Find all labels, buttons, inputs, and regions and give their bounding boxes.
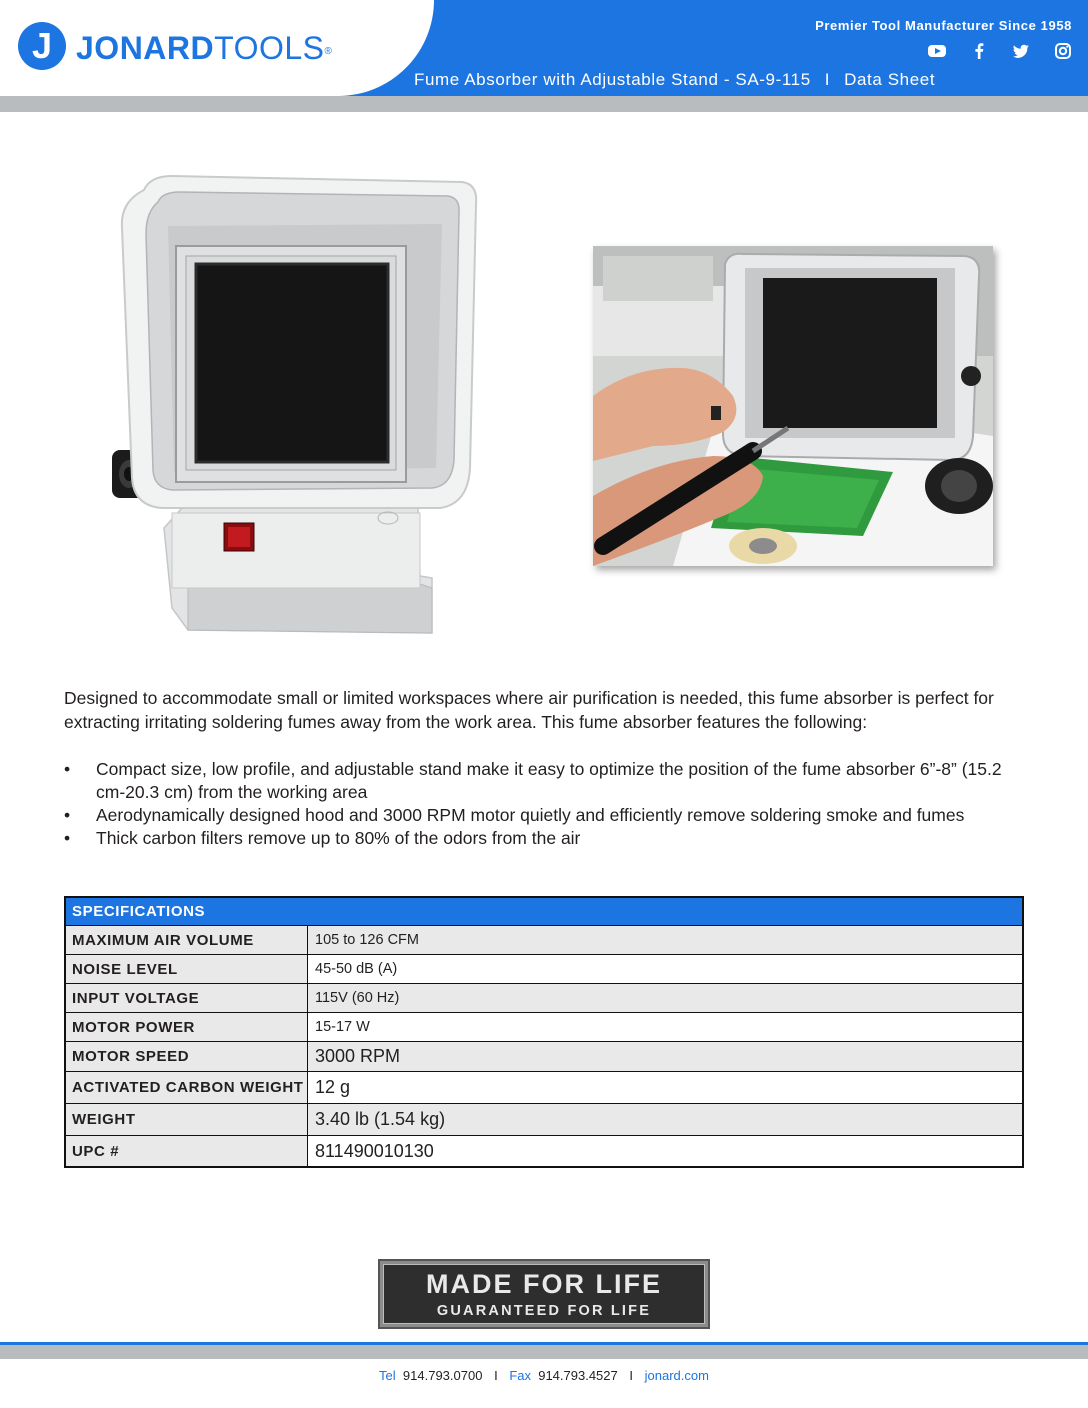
spec-label: INPUT VOLTAGE [66,984,308,1012]
specifications-heading: SPECIFICATIONS [66,898,1022,926]
product-description: Designed to accommodate small or limited workspaces where air purification is needed, this fume absorber is perfect for extracting irritating soldering fumes away from the work area. This fume absorber features the following: [64,688,994,732]
logo-registered-mark: ® [324,46,333,57]
spec-value: 3000 RPM [308,1042,1022,1071]
product-title: Fume Absorber with Adjustable Stand - SA-9-115 [414,70,811,89]
badge-plate [383,1264,705,1324]
spec-value: 115V (60 Hz) [308,984,1022,1012]
footer-separator: I [629,1368,633,1383]
table-row [66,1103,1022,1135]
spec-value: 811490010130 [315,1140,434,1161]
footer-gray-band [0,1345,1088,1359]
spec-label: MAXIMUM AIR VOLUME [66,926,308,954]
fax-label: Fax [509,1368,531,1383]
spec-label: MOTOR SPEED [66,1042,308,1071]
spec-label: ACTIVATED CARBON WEIGHT [66,1072,308,1103]
footer-separator: I [494,1368,498,1383]
tel-label: Tel [379,1368,396,1383]
spec-value: 15-17 W [315,1019,370,1035]
feature-item: • Aerodynamically designed hood and 3000 RPM motor quietly and efficiently remove soldering smoke and fumes [64,804,1024,827]
title-separator: I [824,70,831,89]
document-title-line [414,70,935,90]
specifications-table [64,896,1024,1168]
spec-value: 105 to 126 CFM [308,926,1022,954]
logo-panel [0,0,434,96]
feature-list [64,758,1024,850]
made-for-life-badge [378,1259,710,1329]
jonard-logo-wordmark[interactable] [76,28,332,68]
feature-item: • Thick carbon filters remove up to 80% of the odors from the air [64,827,1024,850]
youtube-icon[interactable] [926,40,948,62]
spec-label: UPC # [66,1136,308,1166]
footer-contact-line [0,1368,1088,1383]
instagram-icon[interactable] [1052,40,1074,62]
spec-value: 45-50 dB (A) [315,961,398,977]
facebook-icon[interactable] [968,40,990,62]
spec-value: 3.40 lb (1.54 kg) [308,1104,1022,1135]
fax-number: 914.793.4527 [538,1368,618,1383]
spec-label: NOISE LEVEL [66,955,308,983]
website-link[interactable]: jonard.com [644,1368,709,1383]
fume-absorber-in-use-photo [593,246,993,566]
logo-bold-text: JONARD [76,30,215,66]
table-row [66,1135,1022,1166]
logo-light-text: TOOLS [214,30,325,66]
table-row [66,983,1022,1012]
page-header [0,0,1088,112]
table-row [66,1071,1022,1103]
spec-label: MOTOR POWER [66,1013,308,1041]
table-row [66,954,1022,983]
jonard-logo-mark: J [18,22,66,70]
header-gray-band [0,96,1088,112]
table-row [66,926,1022,954]
twitter-icon[interactable] [1010,40,1032,62]
badge-line-2: GUARANTEED FOR LIFE [436,1303,652,1319]
fume-absorber-product-image [102,168,482,638]
feature-item: • Compact size, low profile, and adjustable stand make it easy to optimize the position of the fume absorber 6”-8” (15.2 cm-20.3 cm) from the working area [64,758,1024,804]
document-type: Data Sheet [844,70,936,89]
company-tagline: Premier Tool Manufacturer Since 1958 [815,18,1072,33]
tel-number[interactable]: 914.793.0700 [402,1368,483,1383]
table-row [66,1041,1022,1071]
badge-line-1: MADE FOR LIFE [426,1269,662,1299]
spec-value: 12 g [315,1077,351,1097]
spec-label: WEIGHT [66,1104,308,1135]
table-row [66,1012,1022,1041]
